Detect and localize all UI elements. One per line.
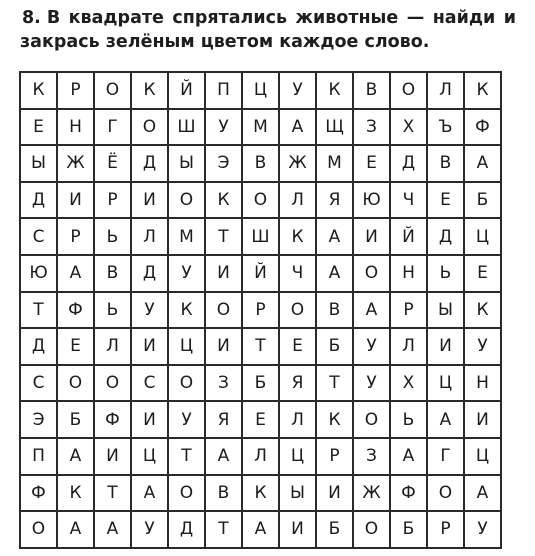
grid-cell[interactable]: М bbox=[317, 146, 354, 183]
grid-cell[interactable]: У bbox=[206, 110, 243, 147]
grid-cell[interactable]: М bbox=[169, 219, 206, 256]
grid-cell[interactable]: К bbox=[317, 73, 354, 110]
grid-cell[interactable]: О bbox=[95, 366, 132, 403]
grid-cell[interactable]: Е bbox=[243, 402, 280, 439]
grid-cell[interactable]: У bbox=[354, 366, 391, 403]
grid-cell[interactable]: О bbox=[354, 402, 391, 439]
grid-cell[interactable]: У bbox=[132, 293, 169, 330]
grid-cell[interactable]: Р bbox=[243, 293, 280, 330]
grid-cell[interactable]: Г bbox=[95, 110, 132, 147]
grid-cell[interactable]: П bbox=[21, 439, 58, 476]
grid-cell[interactable]: Р bbox=[95, 183, 132, 220]
grid-cell[interactable]: А bbox=[243, 512, 280, 549]
task-text: В квадрате спрятались животные — найди и закрась зелёным цветом каждое слово. bbox=[20, 8, 516, 52]
grid-cell[interactable]: Л bbox=[280, 183, 317, 220]
grid-cell[interactable]: О bbox=[95, 73, 132, 110]
grid-cell[interactable]: Г bbox=[428, 439, 465, 476]
grid-cell[interactable]: Е bbox=[21, 110, 58, 147]
grid-cell[interactable]: Ф bbox=[58, 293, 95, 330]
grid-cell[interactable]: О bbox=[132, 110, 169, 147]
grid-cell[interactable]: Т bbox=[169, 439, 206, 476]
grid-cell[interactable]: С bbox=[132, 366, 169, 403]
grid-cell[interactable]: Х bbox=[391, 110, 428, 147]
grid-cell[interactable]: Е bbox=[280, 329, 317, 366]
grid-cell[interactable]: Л bbox=[132, 219, 169, 256]
grid-cell[interactable]: О bbox=[58, 366, 95, 403]
grid-cell[interactable]: И bbox=[465, 402, 502, 439]
grid-cell[interactable]: Ъ bbox=[428, 110, 465, 147]
grid-cell[interactable]: У bbox=[354, 329, 391, 366]
grid-cell[interactable]: К bbox=[58, 476, 95, 513]
grid-cell[interactable]: О bbox=[169, 476, 206, 513]
grid-cell[interactable]: Д bbox=[428, 219, 465, 256]
grid-cell[interactable]: Ц bbox=[169, 329, 206, 366]
grid-cell[interactable]: В bbox=[206, 476, 243, 513]
grid-cell[interactable]: Д bbox=[21, 183, 58, 220]
grid-cell[interactable]: З bbox=[206, 366, 243, 403]
grid-cell[interactable]: К bbox=[169, 293, 206, 330]
grid-cell[interactable]: И bbox=[132, 183, 169, 220]
grid-cell[interactable]: В bbox=[317, 293, 354, 330]
grid-cell[interactable]: Л bbox=[280, 402, 317, 439]
grid-cell[interactable]: А bbox=[58, 512, 95, 549]
grid-cell[interactable]: Ь bbox=[428, 256, 465, 293]
grid-cell[interactable]: Р bbox=[391, 293, 428, 330]
grid-cell[interactable]: Т bbox=[206, 219, 243, 256]
grid-cell[interactable]: Р bbox=[58, 73, 95, 110]
grid-cell[interactable]: А bbox=[354, 293, 391, 330]
grid-cell[interactable]: К bbox=[206, 183, 243, 220]
grid-cell[interactable]: Ж bbox=[58, 146, 95, 183]
grid-cell[interactable]: О bbox=[428, 476, 465, 513]
grid-cell[interactable]: Ю bbox=[354, 183, 391, 220]
grid-cell[interactable]: Ч bbox=[391, 183, 428, 220]
grid-cell[interactable]: О bbox=[391, 73, 428, 110]
grid-cell[interactable]: Ж bbox=[354, 476, 391, 513]
grid-cell[interactable]: Й bbox=[243, 256, 280, 293]
grid-cell[interactable]: О bbox=[169, 183, 206, 220]
grid-cell[interactable]: Б bbox=[243, 366, 280, 403]
grid-cell[interactable]: К bbox=[243, 476, 280, 513]
grid-cell[interactable]: Л bbox=[243, 439, 280, 476]
grid-cell[interactable]: П bbox=[206, 73, 243, 110]
grid-cell[interactable]: Б bbox=[317, 329, 354, 366]
grid-cell[interactable]: Т bbox=[206, 512, 243, 549]
grid-cell[interactable]: В bbox=[428, 146, 465, 183]
grid-cell[interactable]: Ц bbox=[428, 366, 465, 403]
grid-cell[interactable]: И bbox=[428, 329, 465, 366]
grid-cell[interactable]: А bbox=[206, 439, 243, 476]
grid-cell[interactable]: И bbox=[317, 476, 354, 513]
grid-cell[interactable]: О bbox=[243, 183, 280, 220]
grid-cell[interactable]: Ы bbox=[280, 476, 317, 513]
grid-cell[interactable]: К bbox=[21, 73, 58, 110]
grid-cell[interactable]: С bbox=[21, 219, 58, 256]
grid-cell[interactable]: О bbox=[206, 293, 243, 330]
grid-cell[interactable]: Ф bbox=[21, 476, 58, 513]
grid-cell[interactable]: Ф bbox=[391, 476, 428, 513]
grid-cell[interactable]: Д bbox=[21, 329, 58, 366]
grid-cell[interactable]: Е bbox=[58, 329, 95, 366]
grid-cell[interactable]: А bbox=[58, 256, 95, 293]
grid-cell[interactable]: А bbox=[317, 256, 354, 293]
grid-cell[interactable]: Б bbox=[317, 512, 354, 549]
grid-cell[interactable]: Я bbox=[317, 183, 354, 220]
grid-cell[interactable]: Е bbox=[354, 146, 391, 183]
grid-cell[interactable]: Й bbox=[169, 73, 206, 110]
grid-cell[interactable]: Д bbox=[132, 256, 169, 293]
grid-cell[interactable]: У bbox=[465, 512, 502, 549]
grid-cell[interactable]: О bbox=[21, 512, 58, 549]
task-number: 8. bbox=[22, 8, 41, 28]
grid-cell[interactable]: Б bbox=[465, 183, 502, 220]
grid-cell[interactable]: Э bbox=[206, 146, 243, 183]
grid-cell[interactable]: Е bbox=[465, 256, 502, 293]
grid-cell[interactable]: М bbox=[243, 110, 280, 147]
grid-cell[interactable]: Б bbox=[58, 402, 95, 439]
grid-cell[interactable]: Ц bbox=[465, 439, 502, 476]
grid-cell[interactable]: А bbox=[465, 476, 502, 513]
grid-cell[interactable]: Ч bbox=[280, 256, 317, 293]
grid-cell[interactable]: А bbox=[132, 476, 169, 513]
grid-cell[interactable]: Э bbox=[21, 402, 58, 439]
grid-cell[interactable]: Ы bbox=[428, 293, 465, 330]
grid-cell[interactable]: Л bbox=[95, 329, 132, 366]
grid-cell[interactable]: Ф bbox=[95, 402, 132, 439]
grid-cell[interactable]: А bbox=[280, 110, 317, 147]
grid-cell[interactable]: Щ bbox=[317, 110, 354, 147]
grid-cell[interactable]: Д bbox=[169, 512, 206, 549]
grid-cell[interactable]: К bbox=[317, 402, 354, 439]
grid-cell[interactable]: Д bbox=[132, 146, 169, 183]
grid-cell[interactable]: Т bbox=[21, 293, 58, 330]
grid-cell[interactable]: Т bbox=[317, 366, 354, 403]
task-statement bbox=[20, 6, 516, 54]
grid-cell[interactable]: И bbox=[206, 329, 243, 366]
grid-cell[interactable]: К bbox=[465, 73, 502, 110]
grid-cell[interactable]: К bbox=[280, 219, 317, 256]
grid-cell[interactable]: О bbox=[280, 293, 317, 330]
grid-cell[interactable]: Ц bbox=[465, 219, 502, 256]
grid-cell[interactable]: Ь bbox=[95, 219, 132, 256]
grid-cell[interactable]: Л bbox=[391, 329, 428, 366]
grid-cell[interactable]: Ж bbox=[280, 146, 317, 183]
grid-cell[interactable]: Р bbox=[317, 439, 354, 476]
grid-cell[interactable]: Е bbox=[428, 183, 465, 220]
grid-cell[interactable]: Т bbox=[243, 329, 280, 366]
grid-cell[interactable]: Р bbox=[58, 219, 95, 256]
grid-cell[interactable]: Й bbox=[391, 219, 428, 256]
grid-cell[interactable]: И bbox=[95, 439, 132, 476]
grid-cell[interactable]: Н bbox=[391, 256, 428, 293]
grid-cell[interactable]: Н bbox=[465, 366, 502, 403]
grid-cell[interactable]: Н bbox=[58, 110, 95, 147]
grid-cell[interactable]: В bbox=[243, 146, 280, 183]
grid-cell[interactable]: Ы bbox=[21, 146, 58, 183]
grid-cell[interactable]: Я bbox=[280, 366, 317, 403]
grid-cell[interactable]: О bbox=[354, 512, 391, 549]
grid-cell[interactable]: Ш bbox=[169, 110, 206, 147]
grid-cell[interactable]: О bbox=[354, 256, 391, 293]
word-search-grid[interactable] bbox=[19, 71, 502, 549]
grid-cell[interactable]: В bbox=[95, 256, 132, 293]
grid-cell[interactable]: У bbox=[465, 329, 502, 366]
grid-cell[interactable]: Р bbox=[428, 512, 465, 549]
grid-cell[interactable]: Ы bbox=[169, 146, 206, 183]
grid-cell[interactable]: А bbox=[428, 402, 465, 439]
grid-cell[interactable]: К bbox=[465, 293, 502, 330]
grid-cell[interactable]: Я bbox=[206, 402, 243, 439]
grid-cell[interactable]: С bbox=[21, 366, 58, 403]
grid-cell[interactable]: Ц bbox=[280, 439, 317, 476]
grid-cell[interactable]: В bbox=[354, 73, 391, 110]
grid-cell[interactable]: У bbox=[169, 402, 206, 439]
grid-cell[interactable]: З bbox=[354, 439, 391, 476]
grid-cell[interactable]: А bbox=[58, 439, 95, 476]
grid-cell[interactable]: И bbox=[280, 512, 317, 549]
grid-cell[interactable]: И bbox=[206, 256, 243, 293]
grid-cell[interactable]: И bbox=[132, 402, 169, 439]
grid-cell[interactable]: Т bbox=[95, 476, 132, 513]
grid-cell[interactable]: Л bbox=[428, 73, 465, 110]
grid-cell[interactable]: Ь bbox=[391, 402, 428, 439]
grid-cell[interactable]: Х bbox=[391, 366, 428, 403]
grid-cell[interactable]: О bbox=[169, 366, 206, 403]
grid-cell[interactable]: Ц bbox=[132, 439, 169, 476]
grid-cell[interactable]: И bbox=[354, 219, 391, 256]
grid-cell[interactable]: И bbox=[132, 329, 169, 366]
grid-cell[interactable]: У bbox=[169, 256, 206, 293]
grid-cell[interactable]: А bbox=[391, 439, 428, 476]
grid-cell[interactable]: Ц bbox=[243, 73, 280, 110]
grid-cell[interactable]: А bbox=[465, 146, 502, 183]
grid-cell[interactable]: Д bbox=[391, 146, 428, 183]
grid-cell[interactable]: З bbox=[354, 110, 391, 147]
grid-cell[interactable]: Ё bbox=[95, 146, 132, 183]
grid-cell[interactable]: И bbox=[58, 183, 95, 220]
grid-cell[interactable]: Ф bbox=[465, 110, 502, 147]
grid-cell[interactable]: У bbox=[280, 73, 317, 110]
grid-cell[interactable]: Б bbox=[391, 512, 428, 549]
grid-cell[interactable]: Ш bbox=[243, 219, 280, 256]
grid-cell[interactable]: Ь bbox=[95, 293, 132, 330]
grid-cell[interactable]: У bbox=[132, 512, 169, 549]
grid-cell[interactable]: А bbox=[317, 219, 354, 256]
grid-cell[interactable]: А bbox=[95, 512, 132, 549]
grid-cell[interactable]: К bbox=[132, 73, 169, 110]
grid-cell[interactable]: Ю bbox=[21, 256, 58, 293]
